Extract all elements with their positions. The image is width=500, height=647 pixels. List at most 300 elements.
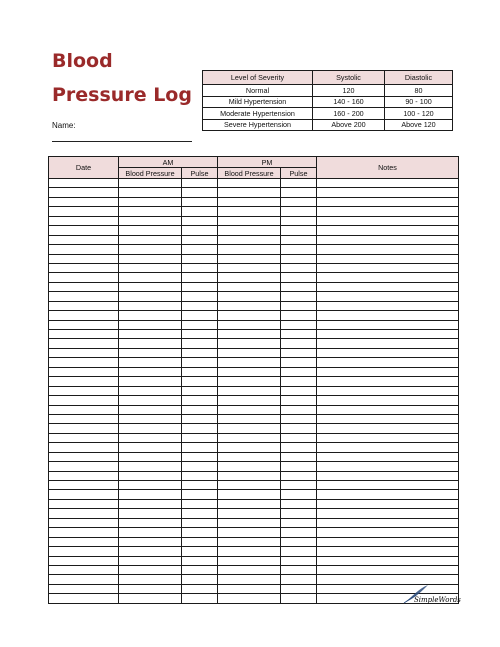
pm-pulse-cell[interactable] xyxy=(281,433,317,442)
log-row xyxy=(49,301,459,310)
am-pulse-cell[interactable] xyxy=(182,179,218,188)
pm-pulse-cell[interactable] xyxy=(281,377,317,386)
pm-pulse-cell[interactable] xyxy=(281,490,317,499)
am-pulse-cell[interactable] xyxy=(182,216,218,225)
pm-blood-pressure-cell[interactable] xyxy=(218,254,281,263)
log-row xyxy=(49,443,459,452)
am-blood-pressure-cell[interactable] xyxy=(119,462,182,471)
pm-blood-pressure-cell[interactable] xyxy=(218,320,281,329)
date-cell[interactable] xyxy=(49,396,119,405)
severity-column-header: Level of Severity xyxy=(203,71,313,85)
pm-blood-pressure-cell[interactable] xyxy=(218,367,281,376)
pm-blood-pressure-cell[interactable] xyxy=(218,433,281,442)
log-row xyxy=(49,377,459,386)
pm-blood-pressure-cell[interactable] xyxy=(218,556,281,565)
date-cell[interactable] xyxy=(49,518,119,527)
am-blood-pressure-cell[interactable] xyxy=(119,424,182,433)
am-blood-pressure-cell[interactable] xyxy=(119,207,182,216)
pm-pulse-cell[interactable] xyxy=(281,179,317,188)
log-row xyxy=(49,320,459,329)
notes-cell[interactable] xyxy=(317,320,459,329)
notes-cell[interactable] xyxy=(317,396,459,405)
am-pulse-cell[interactable] xyxy=(182,254,218,263)
am-blood-pressure-cell[interactable] xyxy=(119,197,182,206)
severity-row xyxy=(203,108,453,120)
quill-icon xyxy=(402,583,462,605)
date-cell[interactable] xyxy=(49,462,119,471)
am-pulse-cell[interactable] xyxy=(182,518,218,527)
pm-pulse-cell[interactable] xyxy=(281,235,317,244)
date-cell[interactable] xyxy=(49,594,119,603)
pm-pulse-cell[interactable] xyxy=(281,556,317,565)
date-cell[interactable] xyxy=(49,499,119,508)
date-cell[interactable] xyxy=(49,273,119,282)
pm-blood-pressure-cell[interactable] xyxy=(218,301,281,310)
am-blood-pressure-cell[interactable] xyxy=(119,179,182,188)
pm-pulse-cell[interactable] xyxy=(281,348,317,357)
date-cell[interactable] xyxy=(49,433,119,442)
am-pulse-cell[interactable] xyxy=(182,594,218,603)
am-pulse-cell[interactable] xyxy=(182,263,218,272)
severity-cell: 80 xyxy=(385,85,453,97)
notes-cell[interactable] xyxy=(317,188,459,197)
notes-cell[interactable] xyxy=(317,565,459,574)
am-pulse-cell[interactable] xyxy=(182,565,218,574)
notes-cell[interactable] xyxy=(317,226,459,235)
notes-cell[interactable] xyxy=(317,358,459,367)
pm-pulse-cell[interactable] xyxy=(281,565,317,574)
am-pulse-cell[interactable] xyxy=(182,245,218,254)
log-row xyxy=(49,348,459,357)
notes-cell[interactable] xyxy=(317,424,459,433)
date-cell[interactable] xyxy=(49,547,119,556)
am-blood-pressure-cell[interactable] xyxy=(119,490,182,499)
severity-header-row xyxy=(203,71,453,85)
am-pulse-cell[interactable] xyxy=(182,188,218,197)
log-row xyxy=(49,584,459,593)
pm-blood-pressure-cell[interactable] xyxy=(218,584,281,593)
date-cell[interactable] xyxy=(49,424,119,433)
pm-blood-pressure-cell[interactable] xyxy=(218,282,281,291)
am-blood-pressure-cell[interactable] xyxy=(119,556,182,565)
am-blood-pressure-cell[interactable] xyxy=(119,575,182,584)
notes-cell[interactable] xyxy=(317,367,459,376)
pm-pulse-cell[interactable] xyxy=(281,518,317,527)
am-pulse-cell[interactable] xyxy=(182,424,218,433)
am-pulse-cell[interactable] xyxy=(182,207,218,216)
am-blood-pressure-cell[interactable] xyxy=(119,433,182,442)
pm-pulse-cell[interactable] xyxy=(281,207,317,216)
notes-cell[interactable] xyxy=(317,518,459,527)
pm-blood-pressure-cell[interactable] xyxy=(218,452,281,461)
pm-pulse-cell[interactable] xyxy=(281,462,317,471)
am-blood-pressure-cell[interactable] xyxy=(119,301,182,310)
am-blood-pressure-cell[interactable] xyxy=(119,367,182,376)
pm-blood-pressure-cell[interactable] xyxy=(218,405,281,414)
notes-cell[interactable] xyxy=(317,377,459,386)
am-pulse-cell[interactable] xyxy=(182,575,218,584)
date-cell[interactable] xyxy=(49,481,119,490)
notes-cell[interactable] xyxy=(317,216,459,225)
pm-blood-pressure-cell[interactable] xyxy=(218,188,281,197)
am-blood-pressure-cell[interactable] xyxy=(119,254,182,263)
pm-pulse-cell[interactable] xyxy=(281,216,317,225)
date-cell[interactable] xyxy=(49,179,119,188)
log-header-row xyxy=(49,157,459,168)
am-pulse-cell[interactable] xyxy=(182,509,218,518)
date-cell[interactable] xyxy=(49,471,119,480)
log-row xyxy=(49,197,459,206)
date-cell[interactable] xyxy=(49,320,119,329)
date-cell[interactable] xyxy=(49,358,119,367)
notes-cell[interactable] xyxy=(317,490,459,499)
notes-cell[interactable] xyxy=(317,273,459,282)
pm-blood-pressure-cell[interactable] xyxy=(218,537,281,546)
pm-pulse-cell[interactable] xyxy=(281,481,317,490)
pm-pulse-cell[interactable] xyxy=(281,292,317,301)
log-row xyxy=(49,254,459,263)
notes-cell[interactable] xyxy=(317,179,459,188)
notes-cell[interactable] xyxy=(317,301,459,310)
am-blood-pressure-cell[interactable] xyxy=(119,405,182,414)
pm-blood-pressure-cell[interactable] xyxy=(218,235,281,244)
am-blood-pressure-cell[interactable] xyxy=(119,358,182,367)
am-pulse-cell[interactable] xyxy=(182,396,218,405)
pm-pulse-cell[interactable] xyxy=(281,320,317,329)
pm-pulse-cell[interactable] xyxy=(281,386,317,395)
notes-cell[interactable] xyxy=(317,499,459,508)
notes-cell[interactable] xyxy=(317,528,459,537)
am-pulse-cell[interactable] xyxy=(182,235,218,244)
pm-blood-pressure-cell[interactable] xyxy=(218,528,281,537)
am-pulse-cell[interactable] xyxy=(182,556,218,565)
date-cell[interactable] xyxy=(49,188,119,197)
log-row xyxy=(49,263,459,272)
log-row xyxy=(49,509,459,518)
pm-pulse-cell[interactable] xyxy=(281,396,317,405)
severity-row xyxy=(203,96,453,108)
am-blood-pressure-cell[interactable] xyxy=(119,528,182,537)
am-blood-pressure-cell[interactable] xyxy=(119,518,182,527)
date-cell[interactable] xyxy=(49,348,119,357)
date-cell[interactable] xyxy=(49,301,119,310)
pm-pulse-cell[interactable] xyxy=(281,226,317,235)
date-cell[interactable] xyxy=(49,575,119,584)
am-blood-pressure-cell[interactable] xyxy=(119,584,182,593)
severity-cell: Mild Hypertension xyxy=(203,96,313,108)
am-pulse-cell[interactable] xyxy=(182,367,218,376)
am-pulse-cell[interactable] xyxy=(182,471,218,480)
pm-blood-pressure-cell[interactable] xyxy=(218,386,281,395)
date-cell[interactable] xyxy=(49,311,119,320)
notes-cell[interactable] xyxy=(317,452,459,461)
log-row xyxy=(49,188,459,197)
pm-blood-pressure-cell[interactable] xyxy=(218,311,281,320)
pm-pulse-cell[interactable] xyxy=(281,367,317,376)
notes-cell[interactable] xyxy=(317,414,459,423)
am-blood-pressure-cell[interactable] xyxy=(119,452,182,461)
notes-cell[interactable] xyxy=(317,292,459,301)
date-cell[interactable] xyxy=(49,197,119,206)
am-blood-pressure-cell[interactable] xyxy=(119,320,182,329)
am-pulse-cell[interactable] xyxy=(182,452,218,461)
pm-pulse-cell[interactable] xyxy=(281,330,317,339)
notes-cell[interactable] xyxy=(317,235,459,244)
log-row xyxy=(49,452,459,461)
am-blood-pressure-cell[interactable] xyxy=(119,386,182,395)
notes-cell[interactable] xyxy=(317,263,459,272)
pm-pulse-cell[interactable] xyxy=(281,414,317,423)
log-row xyxy=(49,273,459,282)
pm-blood-pressure-cell[interactable] xyxy=(218,575,281,584)
am-pulse-cell[interactable] xyxy=(182,377,218,386)
date-cell[interactable] xyxy=(49,537,119,546)
am-pulse-cell[interactable] xyxy=(182,433,218,442)
am-pulse-cell[interactable] xyxy=(182,330,218,339)
pm-blood-pressure-cell[interactable] xyxy=(218,358,281,367)
date-cell[interactable] xyxy=(49,226,119,235)
pm-blood-pressure-cell[interactable] xyxy=(218,396,281,405)
date-cell[interactable] xyxy=(49,405,119,414)
am-blood-pressure-cell[interactable] xyxy=(119,396,182,405)
notes-cell[interactable] xyxy=(317,245,459,254)
log-row xyxy=(49,594,459,603)
pm-blood-pressure-cell[interactable] xyxy=(218,273,281,282)
am-blood-pressure-cell[interactable] xyxy=(119,471,182,480)
am-pulse-cell[interactable] xyxy=(182,481,218,490)
date-cell[interactable] xyxy=(49,330,119,339)
am-blood-pressure-cell[interactable] xyxy=(119,547,182,556)
am-blood-pressure-cell[interactable] xyxy=(119,499,182,508)
pm-blood-pressure-cell[interactable] xyxy=(218,216,281,225)
am-pulse-cell[interactable] xyxy=(182,547,218,556)
am-blood-pressure-cell[interactable] xyxy=(119,443,182,452)
pm-pulse-cell[interactable] xyxy=(281,254,317,263)
notes-cell[interactable] xyxy=(317,547,459,556)
am-blood-pressure-cell[interactable] xyxy=(119,226,182,235)
pm-pulse-cell[interactable] xyxy=(281,424,317,433)
am-pulse-cell[interactable] xyxy=(182,499,218,508)
pm-pulse-cell[interactable] xyxy=(281,471,317,480)
pm-blood-pressure-cell[interactable] xyxy=(218,414,281,423)
am-blood-pressure-cell[interactable] xyxy=(119,565,182,574)
date-cell[interactable] xyxy=(49,509,119,518)
pm-pulse-header: Pulse xyxy=(281,168,317,179)
pm-blood-pressure-cell[interactable] xyxy=(218,471,281,480)
date-cell[interactable] xyxy=(49,490,119,499)
date-cell[interactable] xyxy=(49,235,119,244)
pm-pulse-cell[interactable] xyxy=(281,358,317,367)
pm-blood-pressure-cell[interactable] xyxy=(218,197,281,206)
am-blood-pressure-cell[interactable] xyxy=(119,282,182,291)
am-blood-pressure-cell[interactable] xyxy=(119,348,182,357)
pm-pulse-cell[interactable] xyxy=(281,301,317,310)
pm-blood-pressure-cell[interactable] xyxy=(218,292,281,301)
notes-cell[interactable] xyxy=(317,386,459,395)
notes-cell[interactable] xyxy=(317,556,459,565)
pm-blood-pressure-cell[interactable] xyxy=(218,490,281,499)
notes-cell[interactable] xyxy=(317,433,459,442)
date-cell[interactable] xyxy=(49,565,119,574)
am-pulse-cell[interactable] xyxy=(182,584,218,593)
pm-blood-pressure-cell[interactable] xyxy=(218,179,281,188)
am-blood-pressure-cell[interactable] xyxy=(119,292,182,301)
am-blood-pressure-cell[interactable] xyxy=(119,339,182,348)
pm-blood-pressure-cell[interactable] xyxy=(218,547,281,556)
date-cell[interactable] xyxy=(49,263,119,272)
pm-blood-pressure-cell[interactable] xyxy=(218,594,281,603)
severity-row xyxy=(203,85,453,97)
am-blood-pressure-cell[interactable] xyxy=(119,311,182,320)
am-pulse-cell[interactable] xyxy=(182,282,218,291)
severity-cell: Normal xyxy=(203,85,313,97)
am-blood-pressure-cell[interactable] xyxy=(119,481,182,490)
am-blood-pressure-cell[interactable] xyxy=(119,537,182,546)
pm-blood-pressure-cell[interactable] xyxy=(218,518,281,527)
pm-pulse-cell[interactable] xyxy=(281,443,317,452)
pm-blood-pressure-cell[interactable] xyxy=(218,263,281,272)
notes-cell[interactable] xyxy=(317,443,459,452)
pm-pulse-cell[interactable] xyxy=(281,584,317,593)
pm-blood-pressure-cell[interactable] xyxy=(218,207,281,216)
am-pulse-cell[interactable] xyxy=(182,537,218,546)
pm-pulse-cell[interactable] xyxy=(281,273,317,282)
pm-blood-pressure-cell[interactable] xyxy=(218,330,281,339)
pm-pulse-cell[interactable] xyxy=(281,452,317,461)
date-cell[interactable] xyxy=(49,377,119,386)
notes-cell[interactable] xyxy=(317,254,459,263)
notes-cell[interactable] xyxy=(317,197,459,206)
pm-blood-pressure-cell[interactable] xyxy=(218,499,281,508)
pm-blood-pressure-cell[interactable] xyxy=(218,481,281,490)
am-blood-pressure-cell[interactable] xyxy=(119,216,182,225)
am-pulse-cell[interactable] xyxy=(182,311,218,320)
pm-pulse-cell[interactable] xyxy=(281,547,317,556)
pm-pulse-cell[interactable] xyxy=(281,405,317,414)
am-pulse-cell[interactable] xyxy=(182,443,218,452)
date-cell[interactable] xyxy=(49,282,119,291)
am-pulse-cell[interactable] xyxy=(182,339,218,348)
notes-cell[interactable] xyxy=(317,481,459,490)
date-cell[interactable] xyxy=(49,207,119,216)
am-blood-pressure-cell[interactable] xyxy=(119,414,182,423)
pm-blood-pressure-cell[interactable] xyxy=(218,565,281,574)
notes-cell[interactable] xyxy=(317,405,459,414)
pm-blood-pressure-cell[interactable] xyxy=(218,226,281,235)
date-cell[interactable] xyxy=(49,528,119,537)
pm-pulse-cell[interactable] xyxy=(281,197,317,206)
am-pulse-cell[interactable] xyxy=(182,226,218,235)
pm-pulse-cell[interactable] xyxy=(281,537,317,546)
am-pulse-cell[interactable] xyxy=(182,414,218,423)
am-pulse-cell[interactable] xyxy=(182,358,218,367)
pm-blood-pressure-cell[interactable] xyxy=(218,424,281,433)
am-pulse-cell[interactable] xyxy=(182,462,218,471)
date-cell[interactable] xyxy=(49,414,119,423)
am-blood-pressure-cell[interactable] xyxy=(119,594,182,603)
am-blood-pressure-cell[interactable] xyxy=(119,263,182,272)
pm-pulse-cell[interactable] xyxy=(281,509,317,518)
pm-blood-pressure-cell[interactable] xyxy=(218,462,281,471)
pm-pulse-cell[interactable] xyxy=(281,339,317,348)
am-pulse-cell[interactable] xyxy=(182,301,218,310)
am-blood-pressure-cell[interactable] xyxy=(119,509,182,518)
notes-cell[interactable] xyxy=(317,509,459,518)
notes-cell[interactable] xyxy=(317,207,459,216)
notes-cell[interactable] xyxy=(317,537,459,546)
am-pulse-cell[interactable] xyxy=(182,528,218,537)
notes-cell[interactable] xyxy=(317,348,459,357)
am-pulse-cell[interactable] xyxy=(182,292,218,301)
am-pulse-cell[interactable] xyxy=(182,348,218,357)
date-column-header: Date xyxy=(49,157,119,179)
date-cell[interactable] xyxy=(49,386,119,395)
am-pulse-cell[interactable] xyxy=(182,490,218,499)
am-pulse-cell[interactable] xyxy=(182,320,218,329)
pm-blood-pressure-cell[interactable] xyxy=(218,509,281,518)
notes-cell[interactable] xyxy=(317,311,459,320)
date-cell[interactable] xyxy=(49,292,119,301)
date-cell[interactable] xyxy=(49,556,119,565)
am-blood-pressure-cell[interactable] xyxy=(119,235,182,244)
date-cell[interactable] xyxy=(49,443,119,452)
pm-pulse-cell[interactable] xyxy=(281,188,317,197)
date-cell[interactable] xyxy=(49,584,119,593)
am-blood-pressure-cell[interactable] xyxy=(119,273,182,282)
pm-blood-pressure-cell[interactable] xyxy=(218,377,281,386)
blood-pressure-log-table xyxy=(48,156,459,604)
date-cell[interactable] xyxy=(49,367,119,376)
date-cell[interactable] xyxy=(49,216,119,225)
date-cell[interactable] xyxy=(49,254,119,263)
notes-cell[interactable] xyxy=(317,339,459,348)
pm-pulse-cell[interactable] xyxy=(281,263,317,272)
am-pulse-cell[interactable] xyxy=(182,273,218,282)
log-row xyxy=(49,235,459,244)
pm-blood-pressure-cell[interactable] xyxy=(218,339,281,348)
pm-pulse-cell[interactable] xyxy=(281,499,317,508)
severity-cell: 100 - 120 xyxy=(385,108,453,120)
pm-pulse-cell[interactable] xyxy=(281,245,317,254)
pm-pulse-cell[interactable] xyxy=(281,594,317,603)
notes-cell[interactable] xyxy=(317,471,459,480)
pm-pulse-cell[interactable] xyxy=(281,575,317,584)
log-row xyxy=(49,518,459,527)
date-cell[interactable] xyxy=(49,245,119,254)
am-pulse-cell[interactable] xyxy=(182,405,218,414)
notes-cell[interactable] xyxy=(317,282,459,291)
am-blood-pressure-cell[interactable] xyxy=(119,330,182,339)
am-blood-pressure-cell[interactable] xyxy=(119,188,182,197)
am-pulse-cell[interactable] xyxy=(182,386,218,395)
pm-pulse-cell[interactable] xyxy=(281,282,317,291)
pm-blood-pressure-cell[interactable] xyxy=(218,348,281,357)
log-row xyxy=(49,396,459,405)
notes-cell[interactable] xyxy=(317,330,459,339)
pm-pulse-cell[interactable] xyxy=(281,311,317,320)
am-blood-pressure-cell[interactable] xyxy=(119,245,182,254)
pm-blood-pressure-cell[interactable] xyxy=(218,245,281,254)
date-cell[interactable] xyxy=(49,339,119,348)
notes-cell[interactable] xyxy=(317,462,459,471)
am-pulse-cell[interactable] xyxy=(182,197,218,206)
date-cell[interactable] xyxy=(49,452,119,461)
log-body xyxy=(49,179,459,604)
pm-blood-pressure-cell[interactable] xyxy=(218,443,281,452)
am-blood-pressure-cell[interactable] xyxy=(119,377,182,386)
pm-pulse-cell[interactable] xyxy=(281,528,317,537)
log-row xyxy=(49,245,459,254)
